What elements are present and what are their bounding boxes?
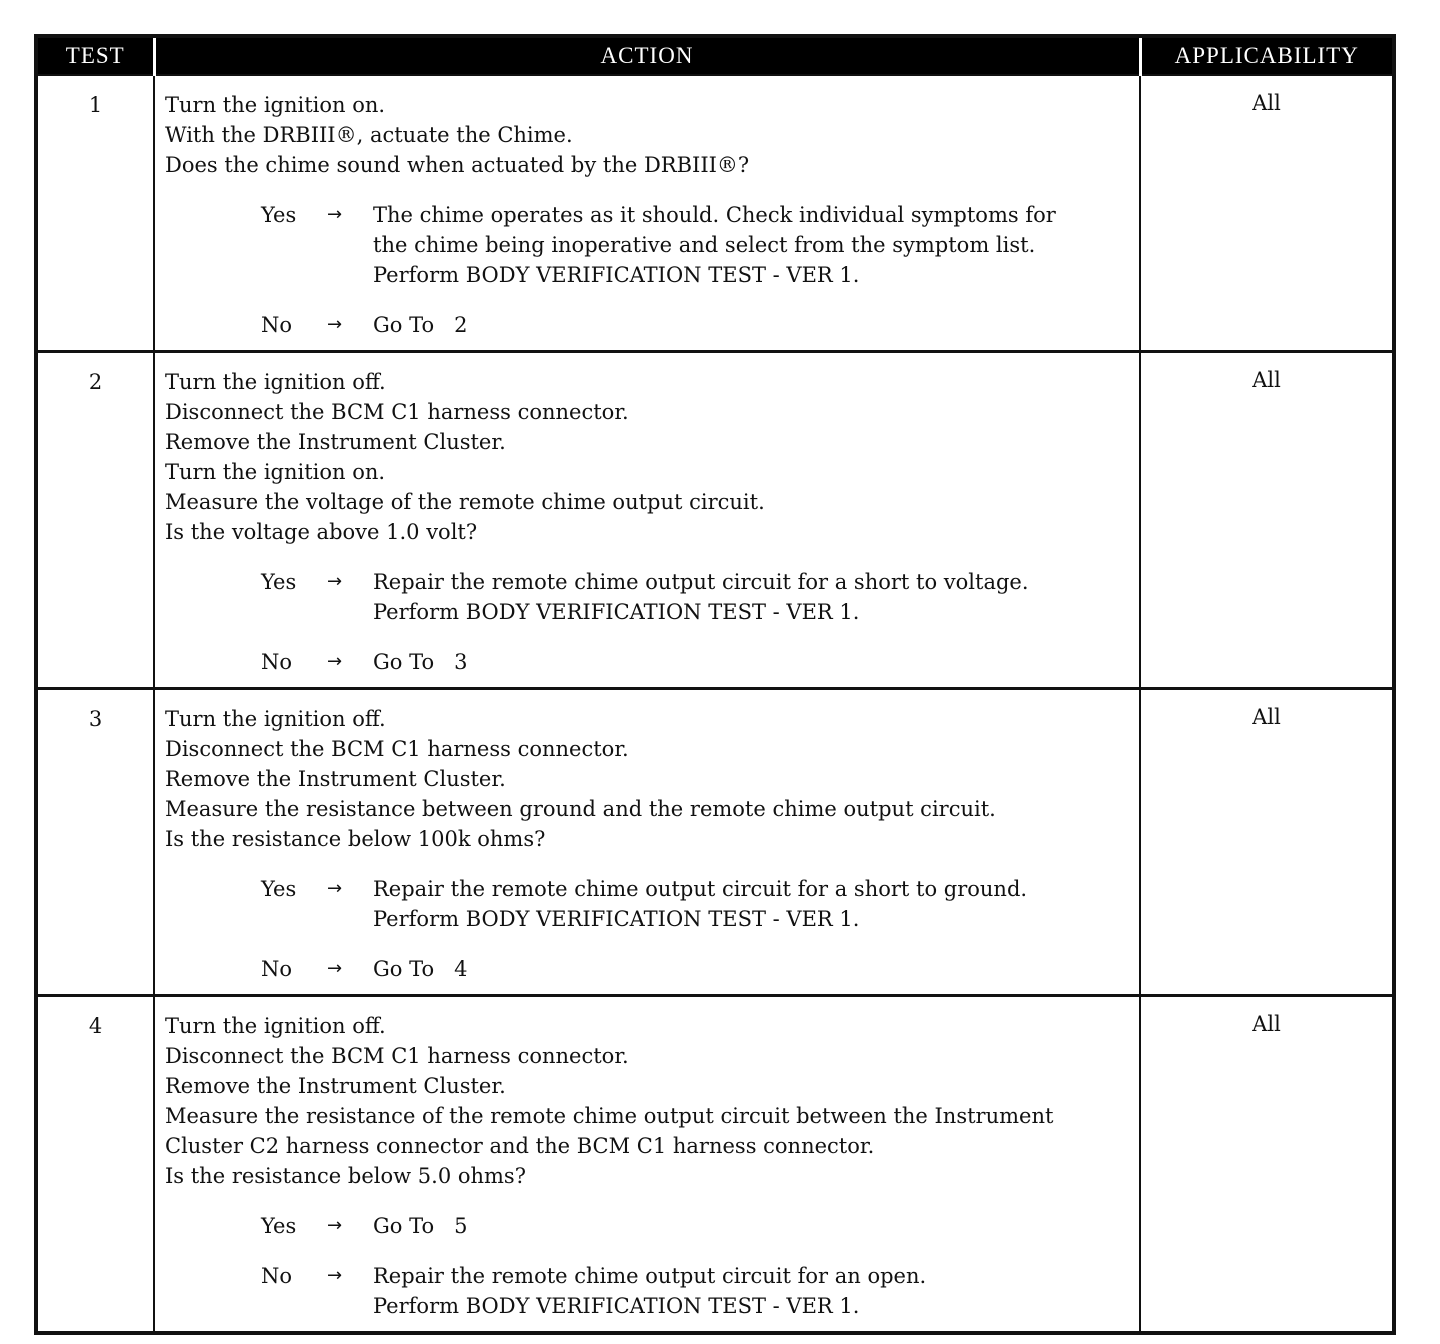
instruction-line: Measure the resistance between ground and the remote chime output circuit. xyxy=(165,797,996,821)
outcome-label: Yes xyxy=(261,877,297,901)
table-row xyxy=(36,352,1394,689)
instruction-line: Remove the Instrument Cluster. xyxy=(165,1074,506,1098)
action-cell xyxy=(154,75,1140,352)
instruction-line: Turn the ignition on. xyxy=(165,460,386,484)
outcome xyxy=(165,874,1133,934)
outcome-line: The chime operates as it should. Check individual symptoms for xyxy=(373,203,1056,227)
instruction-line: Is the voltage above 1.0 volt? xyxy=(165,520,478,544)
instruction-line: Remove the Instrument Cluster. xyxy=(165,430,506,454)
applicability-value: All xyxy=(1140,689,1394,996)
outcome-line: Perform BODY VERIFICATION TEST - VER 1. xyxy=(373,1294,860,1318)
table-body xyxy=(36,75,1394,1333)
outcome-line: Go To 2 xyxy=(373,313,468,337)
outcome-text xyxy=(373,874,1133,934)
arrow-icon: → xyxy=(327,1215,343,1236)
test-number: 4 xyxy=(36,996,154,1334)
outcome-text xyxy=(373,647,1133,677)
header-test: TEST xyxy=(36,36,154,75)
outcome-label: No xyxy=(261,1264,293,1288)
outcome-line: Perform BODY VERIFICATION TEST - VER 1. xyxy=(373,907,860,931)
arrow-icon: → xyxy=(327,204,343,225)
outcome-label: No xyxy=(261,957,293,981)
table-row xyxy=(36,75,1394,352)
instruction-line: Is the resistance below 5.0 ohms? xyxy=(165,1164,526,1188)
outcome-line: Perform BODY VERIFICATION TEST - VER 1. xyxy=(373,263,860,287)
outcome-text xyxy=(373,200,1133,290)
outcome-label: No xyxy=(261,650,293,674)
applicability-value: All xyxy=(1140,352,1394,689)
test-number: 1 xyxy=(36,75,154,352)
action-cell xyxy=(154,689,1140,996)
instruction-line: Measure the resistance of the remote chime output circuit between the Instrument xyxy=(165,1104,1054,1128)
instruction-line: With the DRBIII®, actuate the Chime. xyxy=(165,123,573,147)
outcome-label: Yes xyxy=(261,1214,297,1238)
test-number: 3 xyxy=(36,689,154,996)
instruction-line: Measure the voltage of the remote chime output circuit. xyxy=(165,490,765,514)
instruction-line: Disconnect the BCM C1 harness connector. xyxy=(165,400,629,424)
applicability-value: All xyxy=(1140,75,1394,352)
header-action: ACTION xyxy=(154,36,1140,75)
instruction-line: Remove the Instrument Cluster. xyxy=(165,767,506,791)
outcome-line: Repair the remote chime output circuit for an open. xyxy=(373,1264,927,1288)
outcome-label: Yes xyxy=(261,570,297,594)
outcome-line: Go To 5 xyxy=(373,1214,468,1238)
outcome xyxy=(165,1211,1133,1241)
action-cell xyxy=(154,996,1140,1334)
outcome-line: Go To 4 xyxy=(373,957,468,981)
outcome-line: Perform BODY VERIFICATION TEST - VER 1. xyxy=(373,600,860,624)
arrow-icon: → xyxy=(327,651,343,672)
arrow-icon: → xyxy=(327,958,343,979)
arrow-icon: → xyxy=(327,571,343,592)
outcome-line: the chime being inoperative and select from the symptom list. xyxy=(373,233,1036,257)
outcome-label: No xyxy=(261,313,293,337)
table-header xyxy=(36,36,1394,75)
instruction-line: Disconnect the BCM C1 harness connector. xyxy=(165,1044,629,1068)
test-number: 2 xyxy=(36,352,154,689)
outcome-text xyxy=(373,1261,1133,1321)
instruction-line: Disconnect the BCM C1 harness connector. xyxy=(165,737,629,761)
table-row xyxy=(36,996,1394,1334)
arrow-icon: → xyxy=(327,314,343,335)
outcome xyxy=(165,1261,1133,1321)
outcome-line: Repair the remote chime output circuit for a short to voltage. xyxy=(373,570,1029,594)
outcome-text xyxy=(373,567,1133,627)
instruction-line: Turn the ignition off. xyxy=(165,370,386,394)
arrow-icon: → xyxy=(327,878,343,899)
outcome-label: Yes xyxy=(261,203,297,227)
table-row xyxy=(36,689,1394,996)
applicability-value: All xyxy=(1140,996,1394,1334)
outcome xyxy=(165,310,1133,340)
outcome-line: Go To 3 xyxy=(373,650,468,674)
instruction-line: Cluster C2 harness connector and the BCM C1 harness connector. xyxy=(165,1134,875,1158)
header-applicability: APPLICABILITY xyxy=(1140,36,1394,75)
instruction-line: Turn the ignition on. xyxy=(165,93,386,117)
action-cell xyxy=(154,352,1140,689)
diagnostic-test-table xyxy=(34,34,1396,1335)
instruction-line: Is the resistance below 100k ohms? xyxy=(165,827,546,851)
outcome-text xyxy=(373,310,1133,340)
outcome-text xyxy=(373,954,1133,984)
instruction-line: Does the chime sound when actuated by the DRBIII®? xyxy=(165,153,750,177)
arrow-icon: → xyxy=(327,1265,343,1286)
outcome xyxy=(165,954,1133,984)
outcome-text xyxy=(373,1211,1133,1241)
instruction-line: Turn the ignition off. xyxy=(165,707,386,731)
instruction-line: Turn the ignition off. xyxy=(165,1014,386,1038)
outcome xyxy=(165,200,1133,290)
outcome xyxy=(165,567,1133,627)
outcome-line: Repair the remote chime output circuit for a short to ground. xyxy=(373,877,1028,901)
outcome xyxy=(165,647,1133,677)
